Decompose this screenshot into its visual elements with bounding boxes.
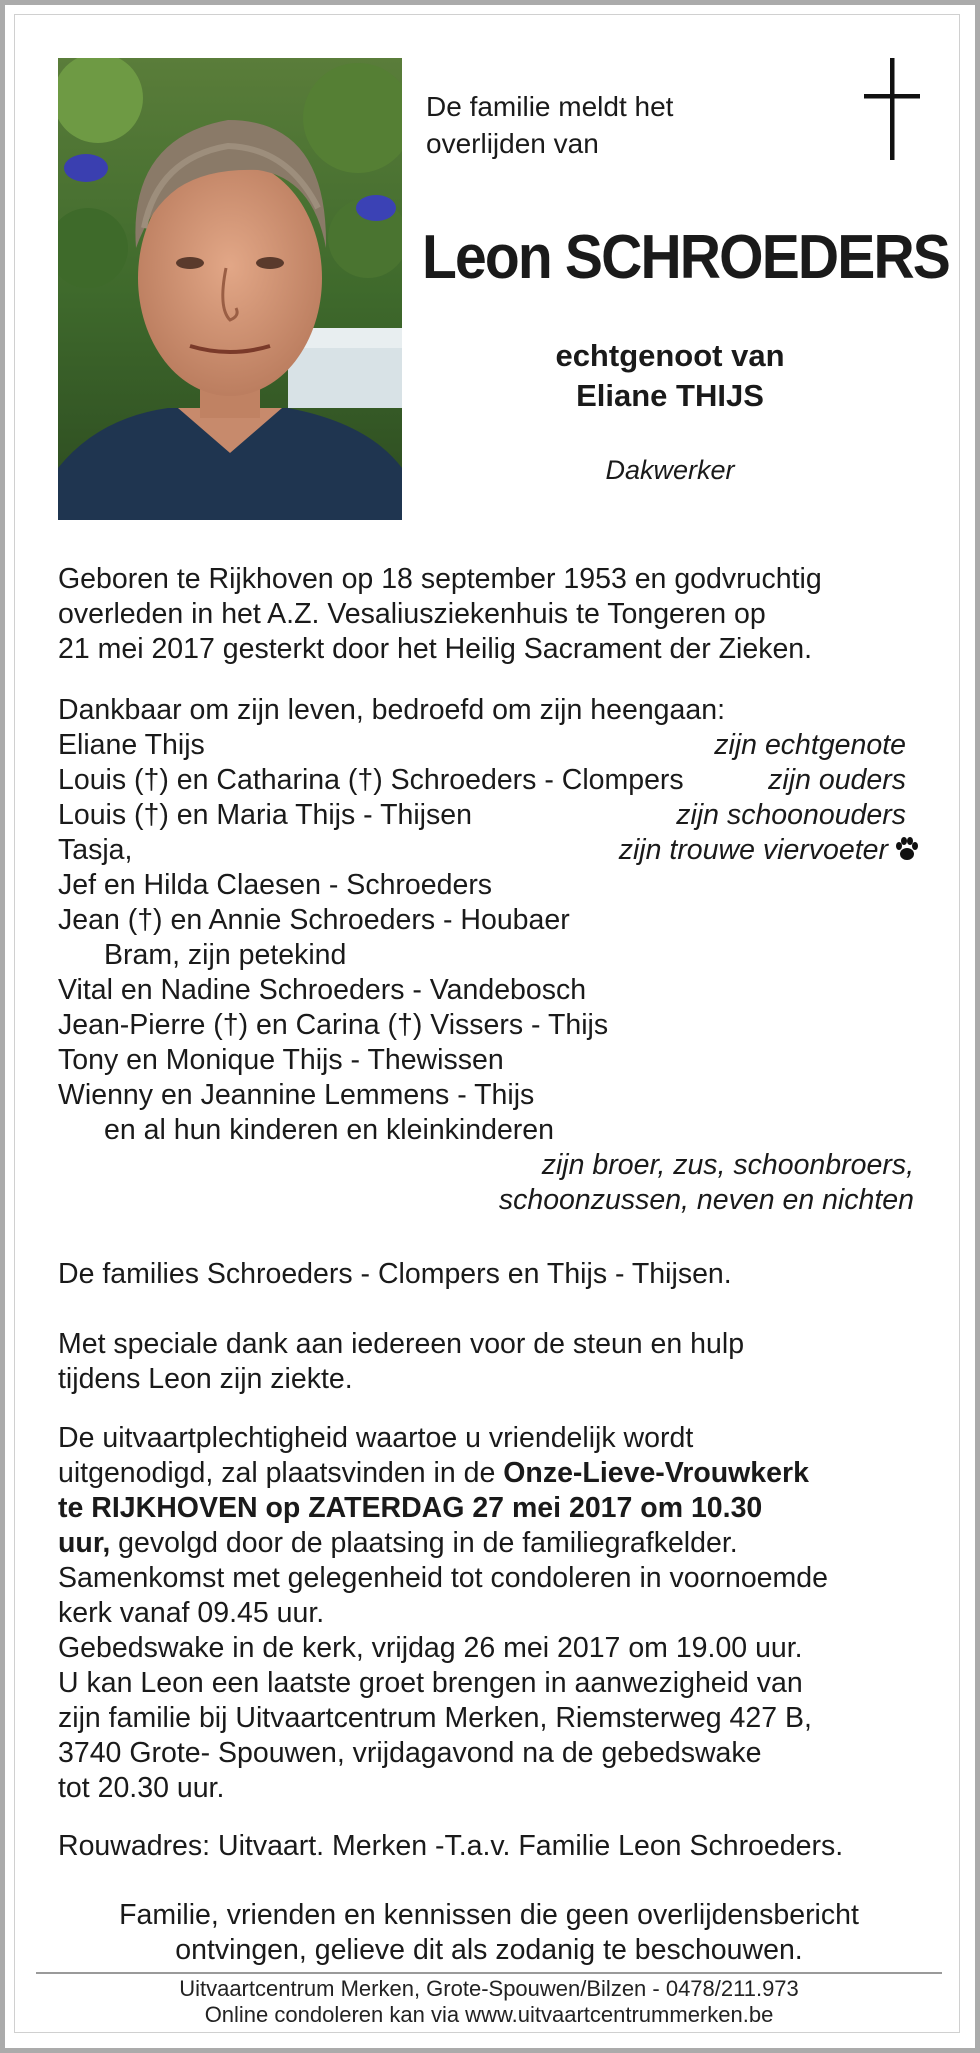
family-member: Eliane Thijs bbox=[58, 729, 205, 761]
family-relation: zijn ouders bbox=[768, 764, 906, 796]
notice-paragraph bbox=[58, 1898, 920, 1968]
family-member: Jean (†) en Annie Schroeders - Houbaer bbox=[58, 904, 570, 936]
family-member: Louis (†) en Catharina (†) Schroeders - Clompers bbox=[58, 764, 684, 796]
family-relation-pet bbox=[619, 833, 920, 871]
relation-line-2: schoonzussen, neven en nichten bbox=[498, 1184, 914, 1216]
family-row bbox=[58, 1078, 920, 1113]
funeral-line-1: De uitvaartplechtigheid waartoe u vriendelijk wordt bbox=[58, 1422, 694, 1454]
family-member: Tasja, bbox=[58, 834, 133, 866]
funeral-date-line: te RIJKHOVEN op ZATERDAG 27 mei 2017 om 10.30 bbox=[58, 1492, 763, 1524]
families-line: De families Schroeders - Clompers en Thijs - Thijsen. bbox=[58, 1258, 732, 1290]
deceased-name: Leon SCHROEDERS bbox=[422, 223, 950, 292]
funeral-line-7: Gebedswake in de kerk, vrijdag 26 mei 2017 om 19.00 uur. bbox=[58, 1632, 803, 1664]
spouse-line-2: Eliane THIJS bbox=[576, 378, 764, 413]
thanks-line-2: tijdens Leon zijn ziekte. bbox=[58, 1363, 353, 1395]
funeral-line-6: kerk vanaf 09.45 uur. bbox=[58, 1597, 325, 1629]
family-member: Tony en Monique Thijs - Thewissen bbox=[58, 1044, 504, 1076]
latin-cross-icon bbox=[862, 58, 922, 160]
funeral-line-2 bbox=[58, 1456, 920, 1491]
funeral-line-11: tot 20.30 uur. bbox=[58, 1772, 225, 1804]
footer bbox=[36, 1976, 942, 2028]
family-row bbox=[58, 728, 920, 763]
family-member: Wienny en Jeannine Lemmens - Thijs bbox=[58, 1079, 535, 1111]
family-member: Louis (†) en Maria Thijs - Thijsen bbox=[58, 799, 472, 831]
family-member: Jean-Pierre (†) en Carina (†) Vissers - Thijs bbox=[58, 1009, 609, 1041]
spouse-block bbox=[440, 336, 900, 416]
relation-line-1: zijn broer, zus, schoonbroers, bbox=[541, 1149, 914, 1181]
notice-line-2: ontvingen, gelieve dit als zodanig te beschouwen. bbox=[175, 1934, 803, 1966]
family-row bbox=[58, 833, 920, 868]
birth-line-3: 21 mei 2017 gesterkt door het Heilig Sacrament der Zieken. bbox=[58, 633, 813, 665]
family-row bbox=[58, 938, 920, 973]
funeral-line-4b: gevolgd door de plaatsing in de familiegrafkelder. bbox=[110, 1527, 738, 1559]
spouse-line-1: echtgenoot van bbox=[555, 338, 785, 373]
funeral-line-5: Samenkomst met gelegenheid tot condoleren in voornoemde bbox=[58, 1562, 828, 1594]
birth-paragraph bbox=[58, 562, 920, 667]
family-member: Jef en Hilda Claesen - Schroeders bbox=[58, 869, 493, 901]
footer-line-1: Uitvaartcentrum Merken, Grote-Spouwen/Bilzen - 0478/211.973 bbox=[179, 1976, 799, 2001]
family-row bbox=[58, 973, 920, 1008]
family-row bbox=[58, 763, 920, 798]
family-list bbox=[58, 693, 920, 1218]
family-row bbox=[58, 1043, 920, 1078]
thanks-line-1: Met speciale dank aan iedereen voor de steun en hulp bbox=[58, 1328, 745, 1360]
family-member: Vital en Nadine Schroeders - Vandebosch bbox=[58, 974, 587, 1006]
family-row bbox=[58, 868, 920, 903]
footer-line-2: Online condoleren kan via www.uitvaartcentrummerken.be bbox=[204, 2002, 774, 2027]
footer-divider bbox=[36, 1972, 942, 1974]
paw-print-icon bbox=[894, 836, 920, 871]
family-member: en al hun kinderen en kleinkinderen bbox=[104, 1114, 554, 1146]
family-relation: zijn trouwe viervoeter bbox=[618, 834, 888, 866]
notice-line-1: Familie, vrienden en kennissen die geen overlijdensbericht bbox=[119, 1899, 859, 1931]
family-row bbox=[58, 798, 920, 833]
announce-line-1: De familie meldt het bbox=[426, 91, 674, 122]
birth-line-1: Geboren te Rijkhoven op 18 september 1953 en godvruchtig bbox=[58, 563, 822, 595]
thanks-paragraph bbox=[58, 1327, 920, 1397]
family-relation: zijn echtgenote bbox=[714, 729, 906, 761]
funeral-line-10: 3740 Grote- Spouwen, vrijdagavond na de gebedswake bbox=[58, 1737, 762, 1769]
funeral-time-end: uur, bbox=[58, 1527, 111, 1559]
family-member: Bram, zijn petekind bbox=[104, 939, 347, 971]
family-relation: zijn schoonouders bbox=[676, 799, 906, 831]
family-intro: Dankbaar om zijn leven, bedroefd om zijn heengaan: bbox=[58, 694, 725, 726]
announcement-text bbox=[426, 88, 786, 162]
funeral-line-8: U kan Leon een laatste groet brengen in aanwezigheid van bbox=[58, 1667, 803, 1699]
family-row bbox=[58, 1008, 920, 1043]
profession: Dakwerker bbox=[605, 455, 735, 485]
funeral-line-4 bbox=[58, 1526, 920, 1561]
family-row bbox=[58, 1113, 920, 1148]
birth-line-2: overleden in het A.Z. Vesaliusziekenhuis te Tongeren op bbox=[58, 598, 766, 630]
church-name: Onze-Lieve-Vrouwkerk bbox=[503, 1457, 809, 1489]
funeral-line-9: zijn familie bij Uitvaartcentrum Merken, Riemsterweg 427 B, bbox=[58, 1702, 812, 1734]
mourning-address: Rouwadres: Uitvaart. Merken -T.a.v. Familie Leon Schroeders. bbox=[58, 1830, 844, 1862]
family-row bbox=[58, 903, 920, 938]
funeral-line-2a: uitgenodigd, zal plaatsvinden in de bbox=[58, 1457, 504, 1489]
funeral-paragraph bbox=[58, 1421, 920, 1806]
portrait-photo bbox=[58, 58, 402, 520]
announce-line-2: overlijden van bbox=[426, 128, 599, 159]
